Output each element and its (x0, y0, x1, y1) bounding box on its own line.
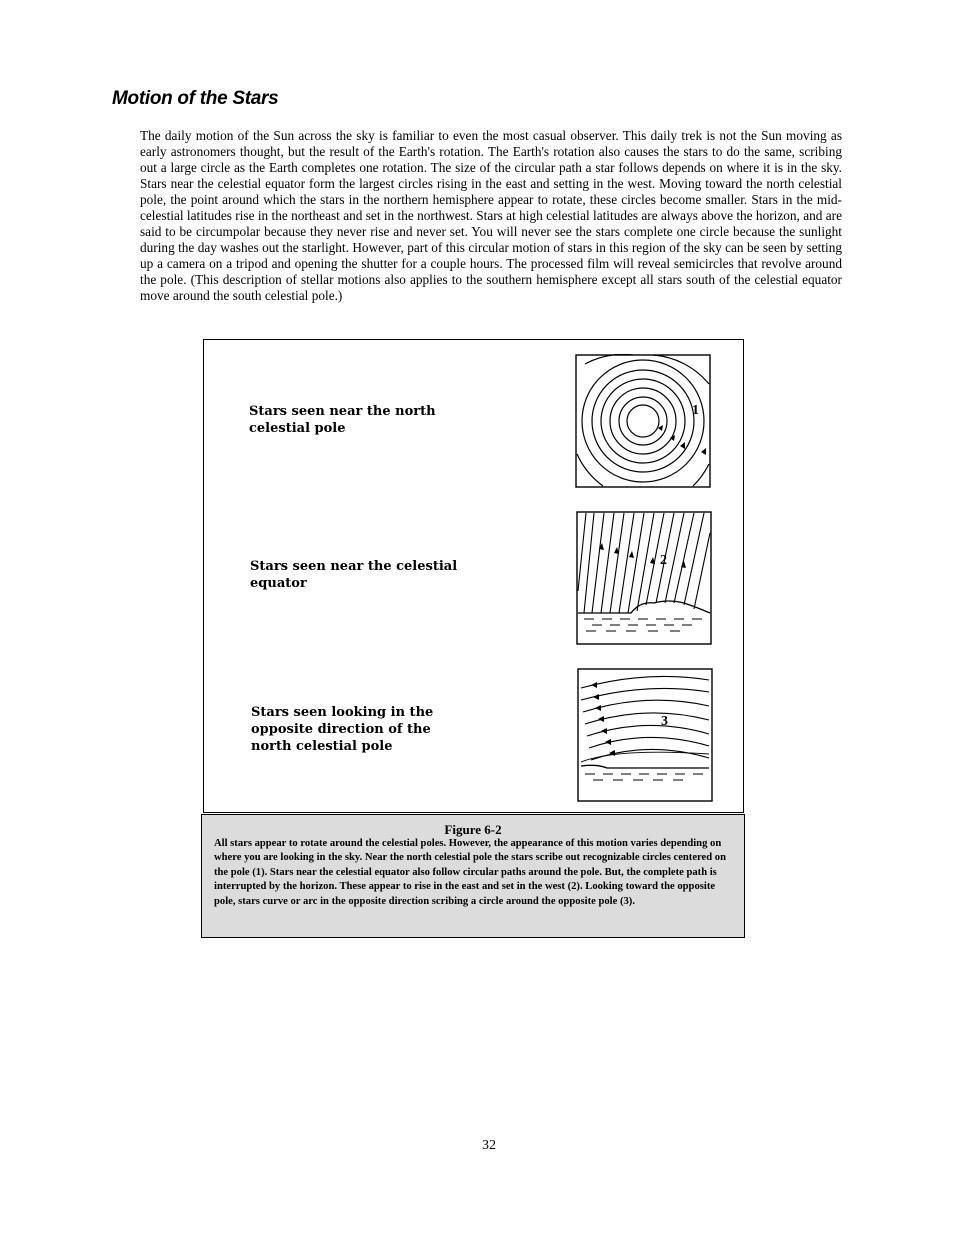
figure-6-2 (203, 339, 744, 813)
section-heading: Motion of the Stars (112, 88, 279, 109)
panel-3-label: Stars seen looking in the opposite direction of the north celestial pole (251, 705, 434, 754)
figure-caption (201, 814, 745, 938)
panel-3-star-trails-arcs (577, 668, 713, 802)
panel-2-label: Stars seen near the celestial equator (250, 559, 458, 591)
panel-1-label: Stars seen near the north celestial pole (249, 404, 436, 436)
panel-2-number: 2 (660, 553, 667, 568)
panel-2-star-trails-diagonal (576, 511, 712, 645)
panel-3-number: 3 (661, 714, 668, 729)
panel-1-star-trails-circles (575, 354, 711, 488)
page-number: 32 (482, 1138, 496, 1153)
body-paragraph: The daily motion of the Sun across the sky is familiar to even the most casual observer. This daily trek is not the Sun moving as early astronomers thought, but the result of the Earth's rotation. The Earth's rotation also causes the stars to do the same, scribing out a large circle as the Earth completes one rotation. The size of the circular path a star follows depends on where it is in the sky. Stars near the celestial equator form the largest circles rising in the east and setting in the west. Moving toward the north celestial pole, the point around which the stars in the northern hemisphere appear to rotate, these circles become smaller. Stars in the mid-celestial latitudes rise in the northeast and set in the northwest. Stars at high celestial latitudes are always above the horizon, and are said to be circumpolar because they never rise and never set. You will never see the stars complete one circle because the sunlight during the day washes out the starlight. However, part of this circular motion of stars in this region of the sky can be seen by setting up a camera on a tripod and opening the shutter for a couple hours. The processed film will reveal semicircles that revolve around the pole. (This description of stellar motions also applies to the southern hemisphere except all stars south of the celestial equator move around the south celestial pole.) (140, 128, 842, 304)
caption-title: Figure 6-2 (444, 822, 502, 837)
caption-text: All stars appear to rotate around the celestial poles. However, the appearance of this motion varies depending on where you are looking in the sky. Near the north celestial pole the stars scribe out recognizable circles centered on the pole (1). Stars near the celestial equator also follow circular paths around the pole. But, the complete path is interrupted by the horizon. These appear to rise in the east and set in the west (2). Looking toward the opposite pole, stars curve or arc in the opposite direction scribing a circle around the opposite pole (3). (214, 838, 726, 907)
panel-1-number: 1 (692, 403, 699, 418)
